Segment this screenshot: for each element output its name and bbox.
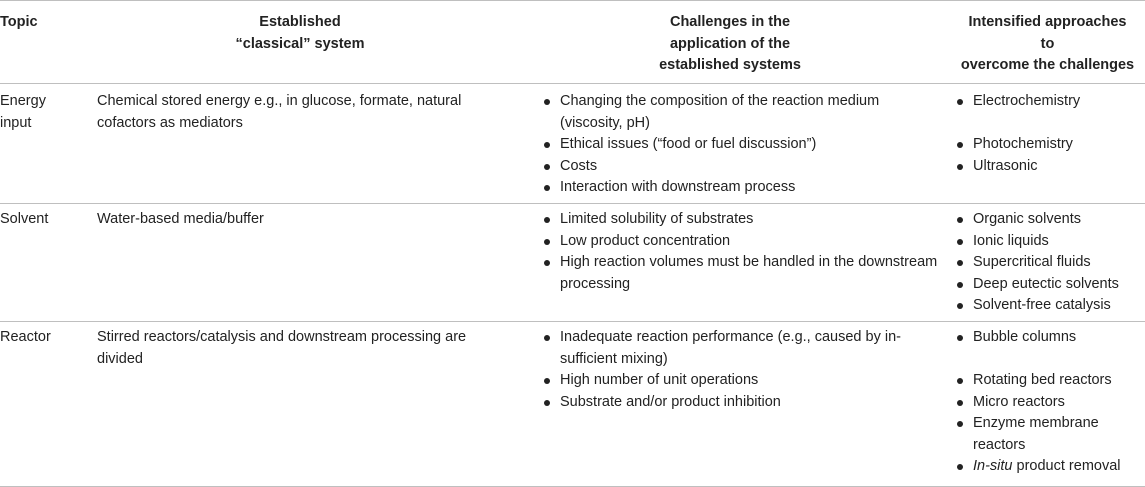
row-rule — [0, 321, 1145, 322]
row-reactor-approaches — [973, 327, 1145, 478]
row-reactor-challenges — [560, 327, 940, 413]
approach-item: Organic solvents — [973, 209, 1145, 231]
row-energy-established — [97, 91, 517, 134]
header-topic — [0, 12, 38, 34]
approach-italic-term: In-situ — [973, 458, 1013, 474]
header-approaches-line: overcome the challenges — [960, 57, 1135, 73]
challenge-item: Interaction with downstream process — [560, 177, 940, 199]
header-approaches-line: to — [1040, 35, 1055, 52]
challenge-line: sufficient mixing) — [560, 350, 668, 367]
challenge-item — [560, 327, 940, 370]
approach-item: Solvent-free catalysis — [973, 295, 1145, 317]
challenge-item: High number of unit operations — [560, 370, 940, 392]
header-rule — [0, 83, 1145, 84]
row-energy-challenges — [560, 91, 940, 199]
approach-item: Rotating bed reactors — [973, 370, 1145, 392]
challenge-item: Limited solubility of substrates — [560, 209, 940, 231]
approach-item: Micro reactors — [973, 392, 1145, 414]
header-approaches-line: Intensified approaches — [968, 14, 1127, 30]
header-approaches — [950, 12, 1145, 77]
header-challenges-line: Challenges in the — [669, 14, 791, 30]
challenge-item: Substrate and/or product inhibition — [560, 392, 940, 414]
header-challenges-line: established systems — [659, 57, 801, 73]
challenge-item: High reaction volumes must be handled in the downstream processing — [560, 252, 940, 295]
topic-line: Solvent — [0, 211, 49, 227]
challenge-line: Inadequate reaction performance (e.g., caused by in- — [560, 329, 901, 345]
established-line: cofactors as mediators — [97, 114, 243, 131]
approach-item — [973, 456, 1145, 478]
approach-item: Electrochemistry — [973, 91, 1145, 113]
topic-line: Reactor — [0, 329, 51, 345]
row-energy-approaches — [973, 91, 1145, 177]
row-solvent-topic — [0, 209, 85, 231]
header-challenges-line: application of the — [669, 35, 791, 52]
row-reactor-topic — [0, 327, 85, 349]
established-line: Water-based media/buffer — [97, 211, 264, 227]
topic-line: Energy — [0, 93, 46, 109]
row-solvent-established — [97, 209, 517, 231]
row-rule — [0, 203, 1145, 204]
row-reactor-established — [97, 327, 517, 370]
challenge-item: Ethical issues (“food or fuel discussion”) — [560, 134, 940, 156]
challenge-item: Costs — [560, 156, 940, 178]
approach-item: Ultrasonic — [973, 156, 1145, 178]
approach-item: Enzyme membrane reactors — [973, 413, 1145, 456]
header-established-line: Established — [259, 14, 341, 30]
approach-item: Photochemistry — [973, 134, 1145, 156]
approach-item: Supercritical fluids — [973, 252, 1145, 274]
approach-item: Bubble columns — [973, 327, 1145, 349]
approach-item: Ionic liquids — [973, 231, 1145, 253]
row-solvent-challenges — [560, 209, 940, 295]
table-top-rule — [0, 0, 1145, 1]
established-line: divided — [97, 350, 143, 367]
challenge-item: Low product concentration — [560, 231, 940, 253]
challenge-item: Changing the composition of the reaction medium (viscosity, pH) — [560, 91, 940, 134]
header-challenges — [630, 12, 830, 77]
header-established-line: “classical” system — [235, 35, 365, 52]
established-line: Chemical stored energy e.g., in glucose, formate, natural — [97, 93, 462, 109]
approach-rest: product removal — [1012, 458, 1121, 474]
row-energy-topic — [0, 91, 85, 134]
row-solvent-approaches — [973, 209, 1145, 317]
approach-item: Deep eutectic solvents — [973, 274, 1145, 296]
established-line: Stirred reactors/catalysis and downstream processing are — [97, 329, 467, 345]
header-established — [225, 12, 375, 55]
topic-line: input — [0, 114, 32, 131]
header-topic-label: Topic — [0, 14, 38, 30]
